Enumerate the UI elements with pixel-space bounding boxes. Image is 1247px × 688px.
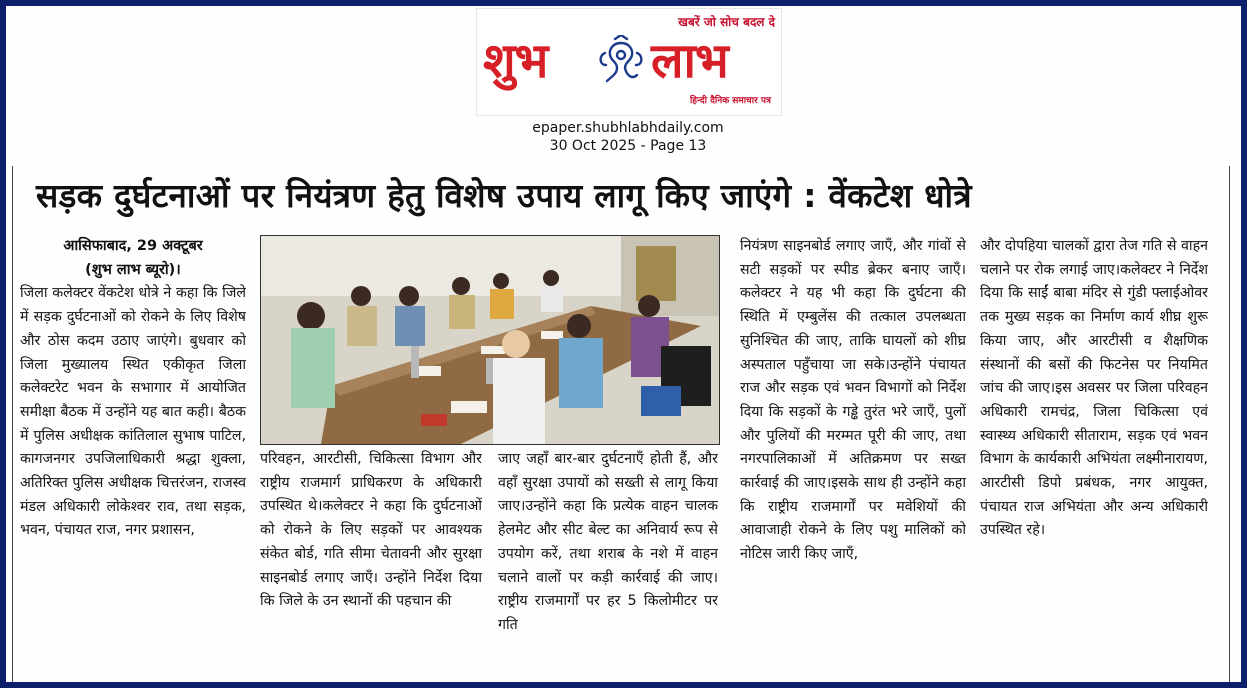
left-divider xyxy=(12,166,13,682)
article-column-4 xyxy=(740,235,966,682)
dateline-bureau: (शुभ लाभ ब्यूरो)। xyxy=(85,261,181,278)
newspaper-page xyxy=(6,6,1241,682)
dateline-place-date: आसिफाबाद, 29 अक्टूबर xyxy=(63,238,203,254)
column-5-text: और दोपहिया चालकों द्वारा तेज गति से वाहन चलाने पर रोक लगाई जाए।कलेक्टर ने निर्देश दिया कि साईं बाबा मंदिर से गुंडी फ्लाईओवर तक मुख्य सड़क का निर्माण कार्य शीघ्र शुरू किया जाए, और आरटीसी व शैक्षणिक संस्थानों की बसों की फिटनेस पर नियमित जांच की जाए।इस अवसर पर जिला परिवहन अधिकारी रामचंद्र, जिला चिकित्सा एवं स्वास्थ्य अधिकारी सीताराम, सड़क एवं भवन विभाग के कार्यकारी अभियंता लक्ष्मीनारायण, आरटीसी डिपो प्रबंधक, नगर आयुक्त, पंचायत राज अभियंता और अन्य अधिकारी उपस्थित रहे। xyxy=(980,238,1208,539)
logo-word-left: शुभ xyxy=(483,33,548,89)
masthead-subtag: हिन्दी दैनिक समाचार पत्र xyxy=(689,96,771,106)
article-column-3 xyxy=(498,448,718,682)
meeting-photo xyxy=(260,235,720,445)
masthead-tagline: खबरें जो सोच बदल दे xyxy=(678,15,775,29)
edition-url: epaper.shubhlabhdaily.com xyxy=(532,120,724,136)
column-4-text: नियंत्रण साइनबोर्ड लगाए जाएँ, और गांवों से सटी सड़कों पर स्पीड ब्रेकर बनाए जाएँ।कलेक्टर ने यह भी कहा कि दुर्घटना की स्थिति में एम्बुलेंस की तत्काल उपलब्धता सुनिश्चित की जाए, ताकि घायलों को शीघ्र अस्पताल पहुँचाया जा सके।उन्होंने पंचायत राज और सड़क एवं भवन विभागों को निर्देश दिया कि सड़कों के गड्ढे तुरंत भरे जाएँ, पुलों और पुलियों की मरम्मत पूरी की जाए, तथा नगरपालिकाओं में अतिक्रमण पर सख्त कार्रवाई की जाए।इसके साथ ही उन्होंने कहा कि राष्ट्रीय राजमार्गों पर मवेशियों की आवाजाही रोकने के लिए पशु मालिकों को नोटिस जारी किए जाएँ, xyxy=(740,238,966,563)
ganesh-icon xyxy=(595,35,647,89)
masthead-logo xyxy=(476,8,782,116)
article-column-5 xyxy=(980,235,1208,682)
article-column-1 xyxy=(20,235,246,682)
column-2-text: परिवहन, आरटीसी, चिकित्सा विभाग और राष्ट्रीय राजमार्ग प्राधिकरण के अधिकारी उपस्थित थे।कलेक्टर ने कहा कि दुर्घटनाओं को रोकने के लिए सड़कों पर आवश्यक संकेत बोर्ड, गति सीमा चेतावनी और सुरक्षा साइनबोर्ड लगाए जाएँ। उन्होंने निर्देश दिया कि जिले के उन स्थानों की पहचान की xyxy=(260,451,482,610)
edition-date-page: 30 Oct 2025 - Page 13 xyxy=(549,138,707,154)
article-column-2 xyxy=(260,448,482,682)
article-headline: सड़क दुर्घटनाओं पर नियंत्रण हेतु विशेष उपाय लागू किए जाएंगे : वेंकटेश धोत्रे xyxy=(36,176,972,215)
column-3-text: जाए जहाँ बार-बार दुर्घटनाएँ होती हैं, और वहाँ सुरक्षा उपायों को सख्ती से लागू किया जाए।उन्होंने कहा कि प्रत्येक वाहन चालक हेलमेट और सीट बेल्ट का अनिवार्य रूप से उपयोग करें, तथा शराब के नशे में वाहन चलाने वालों पर कड़ी कार्रवाई की जाए। राष्ट्रीय राजमार्गों पर हर 5 किलोमीटर पर गति xyxy=(498,451,718,633)
column-1-text: जिला कलेक्टर वेंकटेश धोत्रे ने कहा कि जिले में सड़क दुर्घटनाओं को रोकने के लिए विशेष और ठोस कदम उठाए जाएंगे। बुधवार को जिला मुख्यालय स्थित एकीकृत जिला कलेक्टरेट भवन के सभागार में आयोजित समीक्षा बैठक में उन्होंने यह बात कही। बैठक में पुलिस अधीक्षक कांतिलाल सुभाष पाटिल, कागजनगर उपजिलाधिकारी श्रद्धा शुक्ला, अतिरिक्त पुलिस अधीक्षक चित्तरंजन, राजस्व मंडल अधिकारी लोकेश्वर राव, तथा सड़क, भवन, पंचायत राज, नगर प्रशासन, xyxy=(20,285,246,539)
logo-word-right: लाभ xyxy=(651,33,728,89)
right-divider xyxy=(1229,166,1230,682)
